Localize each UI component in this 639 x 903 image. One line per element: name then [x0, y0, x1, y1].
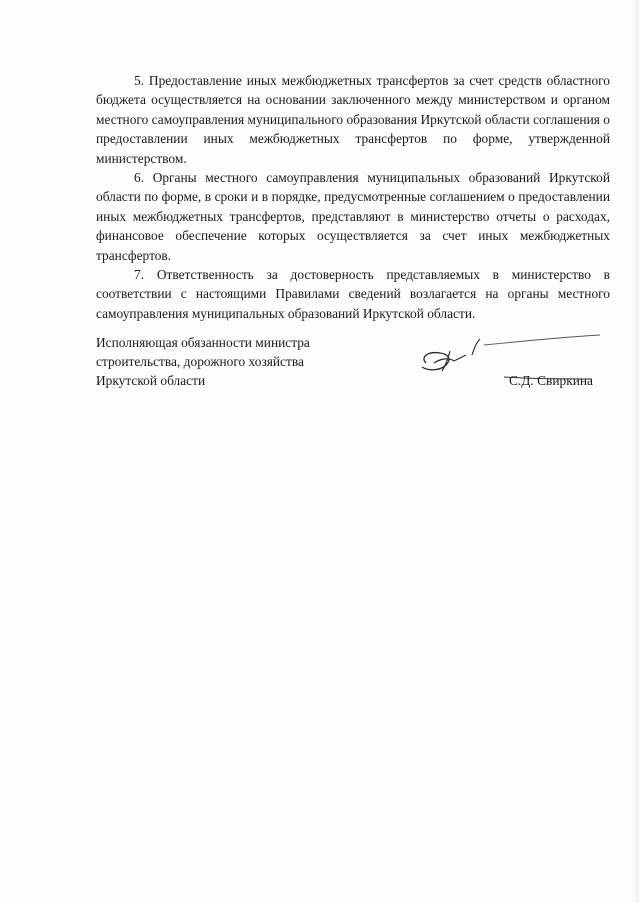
paragraph-5: 5. Предоставление иных межбюджетных трансфертов за счет средств областного бюджета осуществляется на основании заключенного между министерством и органом местного самоуправления муниципального образования Иркутской области соглашения о предоставлении иных межбюджетных трансфертов по форме, утвержденной министерством.: [96, 73, 610, 166]
signatory-title-line: Исполняющая обязанности министра: [96, 335, 310, 350]
signature-block: [96, 333, 616, 390]
signatory-title-line: Иркутской области: [96, 373, 206, 388]
paragraph-7: 7. Ответственность за достоверность представляемых в министерство в соответствии с настоящими Правилами сведений возлагается на органы местного самоуправления муниципальных образований Иркутской области.: [96, 267, 610, 321]
scan-edge-shadow: [633, 0, 639, 903]
signatory-title-line: строительства, дорожного хозяйства: [96, 354, 304, 369]
document-body: [96, 71, 610, 323]
paragraph-6: 6. Органы местного самоуправления муниципальных образований Иркутской области по форме, в сроки и в порядке, предусмотренные соглашением о предоставлении иных межбюджетных трансфертов, представляют в министерство отчеты о расходах, финансовое обеспечение которых осуществляется за счет иных межбюджетных трансфертов.: [96, 170, 610, 263]
signatory-name: С.Д. Свиркина: [509, 373, 594, 388]
